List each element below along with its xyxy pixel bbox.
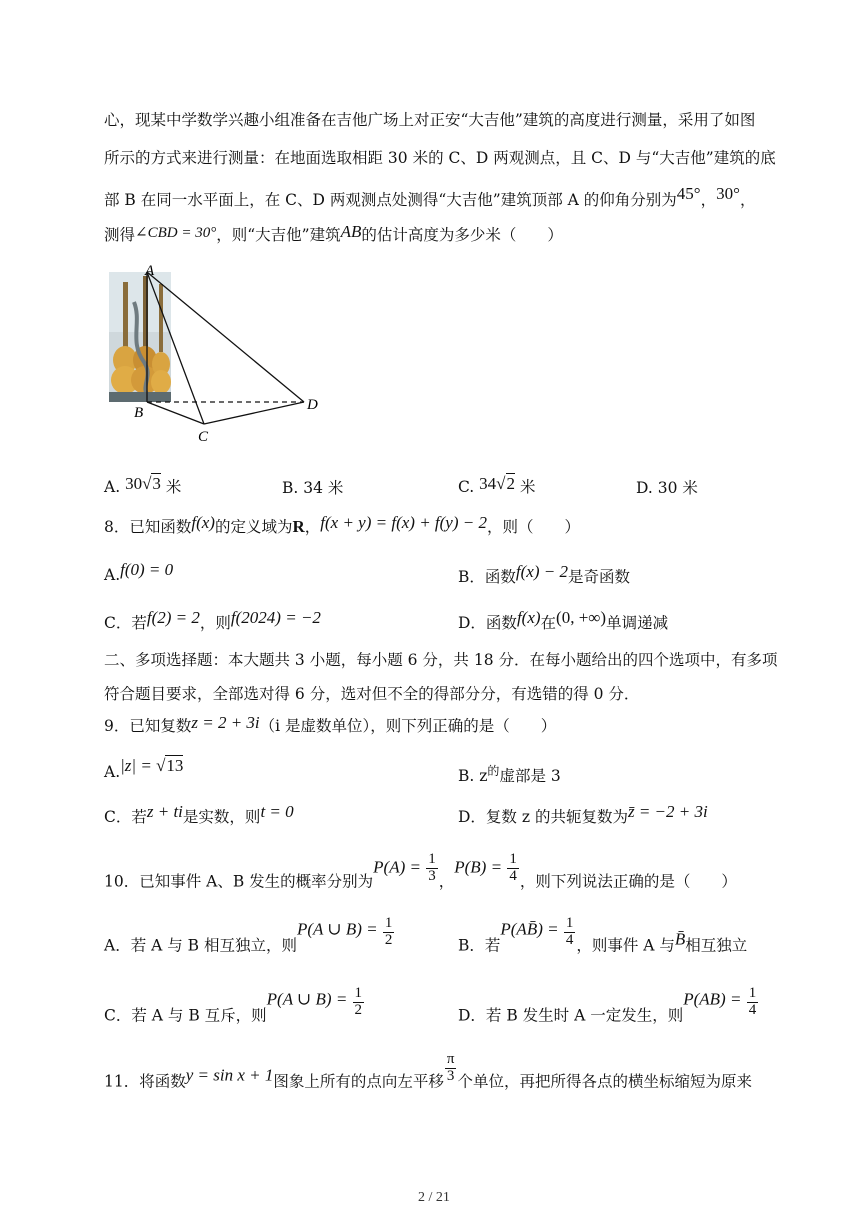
q9-c-expr: z + ti	[146, 802, 183, 821]
angle-45: 45°	[676, 184, 701, 203]
q8-option-d	[458, 608, 668, 633]
q10-a-num: 1	[384, 915, 393, 931]
line-cd	[204, 402, 304, 424]
q9-b-rest: 虚部是 3	[499, 767, 561, 786]
q10-pb-num: 1	[509, 851, 517, 867]
q8-b-suffix: 是奇函数	[567, 568, 630, 586]
q8-real-set: R	[292, 517, 305, 536]
q10-b-frac	[564, 916, 576, 949]
q8-option-b	[458, 562, 630, 587]
intro-text-2: 所示的方式来进行测量：在地面选取相距 30 米的 C、D 两观测点，且 C、D 与“大吉他”建筑的底	[104, 149, 776, 167]
q10-pa-num: 1	[428, 851, 436, 867]
q9-stem	[104, 713, 556, 736]
q7-option-c: C. 34√2 米	[458, 474, 536, 496]
geometry-diagram	[104, 262, 334, 447]
section2-line-1	[104, 648, 778, 670]
q9-option-b	[458, 762, 561, 786]
q10-c-num: 1	[354, 985, 363, 1001]
q8-a-expr: f(0) = 0	[120, 560, 174, 579]
label-d: D	[307, 397, 318, 413]
q7-b-text: B. 34 米	[282, 479, 344, 497]
q10-option-c	[104, 986, 365, 1025]
q10-b-bbar: B̄	[674, 929, 686, 949]
q8-stem-c: ，	[304, 518, 321, 536]
q7-option-b	[282, 476, 343, 498]
q10-pb-den: 4	[509, 867, 517, 884]
q9-option-d	[458, 802, 708, 827]
intro-line-3	[104, 184, 755, 210]
q11-frac-num: π	[446, 1051, 455, 1067]
q9-b-prefix: B. z	[458, 767, 488, 786]
q8-d-interval: (0, +∞)	[556, 608, 607, 627]
q7-option-a: A. 30√3 米	[104, 474, 182, 496]
page-number: 2 / 21	[418, 1190, 450, 1205]
q10-stem	[104, 852, 737, 891]
q9-stem-a: 9．已知复数	[104, 717, 192, 735]
q10-d-frac	[747, 986, 759, 1019]
q9-z-expr: z = 2 + 3i	[191, 713, 260, 732]
photo-base	[109, 392, 171, 402]
q10-pb: P(B) =	[454, 857, 507, 877]
q10-pa: P(A) =	[373, 857, 426, 877]
q9-d-prefix: D．复数 z 的共轭复数为	[458, 808, 628, 826]
q10-d-text: D．若 B 发生时 A 一定发生，则	[458, 1006, 684, 1025]
q8-b-expr: f(x) − 2	[515, 562, 568, 581]
intro-text-1: 心，现某中学数学兴趣小组准备在吉他广场上对正安“大吉他”建筑的高度进行测量，采用了如图	[104, 111, 756, 129]
label-a: A	[145, 263, 155, 279]
q7-c-unit: 米	[519, 478, 536, 496]
section2-text-1: 二、多项选择题：本大题共 3 小题，每小题 6 分，共 18 分．在每小题给出的四个选项中，有多项	[104, 651, 778, 669]
q9-option-c	[104, 802, 294, 827]
q10-a-frac	[383, 916, 395, 949]
q8-c-prefix: C．若	[104, 614, 147, 632]
q7-d-text: D. 30 米	[636, 479, 698, 497]
q8-b-prefix: B．函数	[458, 568, 516, 586]
q10-c-frac	[353, 986, 365, 1019]
q10-pa-frac	[426, 852, 438, 885]
guitar-neck-3	[159, 284, 163, 352]
q11-stem-c: 个单位，再把所得各点的横坐标缩短为原来	[457, 1072, 752, 1091]
q9-a-expr: |z| =	[120, 756, 157, 775]
q7-a-prefix: A.	[104, 478, 121, 496]
intro-line-1	[104, 108, 755, 130]
segment-ab: AB	[340, 222, 362, 241]
section2-text-2: 符合题目要求，全部选对得 6 分，选对但不全的得部分分，有选错的得 0 分．	[104, 685, 640, 703]
q10-option-a	[104, 916, 395, 955]
q9-c-prefix: C．若	[104, 808, 147, 826]
q8-d-suffix: 单调递减	[606, 614, 669, 632]
q8-stem-d: ，则（ ）	[487, 518, 581, 536]
q8-fx: f(x)	[191, 513, 215, 532]
intro-text-4b: ，则“大吉他”建筑	[216, 226, 341, 244]
intro-text-4c: 的估计高度为多少米（ ）	[361, 226, 563, 244]
q11-stem-a: 11．将函数	[104, 1072, 186, 1091]
q8-functional-equation: f(x + y) = f(x) + f(y) − 2	[320, 513, 487, 532]
q8-option-a	[104, 560, 173, 584]
q8-c-expr1: f(2) = 2	[146, 608, 200, 627]
q10-a-text: A．若 A 与 B 相互独立，则	[104, 936, 297, 955]
intro-text-4a: 测得	[104, 226, 136, 244]
label-c: C	[198, 429, 209, 445]
guitar-body-3b	[151, 370, 171, 394]
q9-stem-b: （i 是虚数单位），则下列正确的是（ ）	[259, 717, 557, 735]
q10-stem-b: ，则下列说法正确的是（ ）	[519, 872, 737, 891]
q10-pa-den: 3	[428, 867, 436, 884]
q10-b-den: 4	[565, 931, 574, 948]
q7-c-radicand: 2	[506, 474, 516, 493]
intro-line-2	[104, 146, 776, 168]
q10-c-text: C．若 A 与 B 互斥，则	[104, 1006, 267, 1025]
q11-function-expr: y = sin x + 1	[185, 1065, 274, 1085]
q9-b-sup: 的	[487, 764, 500, 778]
q10-d-den: 4	[748, 1001, 757, 1018]
guitar-figure	[104, 262, 334, 451]
q9-a-prefix: A.	[104, 763, 121, 781]
q7-c-prefix: C.	[458, 478, 475, 496]
q10-c-expr: P(A ∪ B) =	[266, 989, 352, 1009]
q10-stem-a: 10．已知事件 A、B 发生的概率分别为	[104, 872, 374, 891]
guitar-neck-1	[123, 282, 128, 352]
q8-d-mid: 在	[540, 614, 557, 632]
q10-b-expr: P(AB̄) =	[500, 919, 563, 939]
q11-frac-den: 3	[446, 1067, 455, 1084]
q10-pb-frac	[507, 852, 519, 885]
q8-d-expr1: f(x)	[516, 608, 541, 627]
q10-option-b	[458, 916, 747, 955]
intro-line-4	[104, 222, 563, 245]
q8-stem-b: 的定义域为	[214, 518, 293, 536]
section2-line-2	[104, 682, 639, 704]
q8-option-c	[104, 608, 321, 633]
q7-c-coef: 34	[479, 474, 497, 493]
intro-text-3: 部 B 在同一水平面上，在 C、D 两观测点处测得“大吉他”建筑顶部 A 的仰角分别为	[104, 191, 677, 209]
q7-a-unit: 米	[165, 478, 182, 496]
q7-option-d	[636, 476, 698, 498]
q10-b-prefix: B．若	[458, 936, 501, 955]
intro-sep: ，	[700, 191, 717, 209]
q11-stem	[104, 1052, 752, 1091]
q10-d-num: 1	[748, 985, 757, 1001]
q9-a-radicand: 13	[166, 756, 184, 775]
q10-b-num: 1	[565, 915, 574, 931]
angle-30: 30°	[716, 184, 740, 203]
intro-end: ，	[739, 191, 756, 209]
line-bc	[147, 402, 204, 424]
q8-c-expr2: f(2024) = −2	[230, 608, 321, 627]
q10-b-end: 相互独立	[685, 936, 748, 955]
q9-c-expr2: t = 0	[260, 802, 294, 821]
q8-d-prefix: D．函数	[458, 614, 517, 632]
q8-stem-a: 8．已知函数	[104, 518, 192, 536]
q9-d-expr: z̄ = −2 + 3i	[627, 802, 708, 821]
q9-c-mid: 是实数，则	[182, 808, 261, 826]
label-b: B	[134, 405, 144, 421]
q7-a-coef: 30	[125, 474, 143, 493]
q10-option-d	[458, 986, 759, 1025]
q8-a-prefix: A.	[104, 566, 121, 584]
q8-c-mid: ，则	[199, 614, 231, 632]
q11-frac	[445, 1052, 457, 1085]
q10-d-expr: P(AB) =	[683, 989, 746, 1009]
q11-stem-b: 图象上所有的点向左平移	[273, 1072, 444, 1091]
q7-a-radicand: 3	[152, 474, 161, 493]
angle-cbd-expr: ∠CBD = 30°	[135, 225, 217, 241]
q8-stem	[104, 513, 580, 537]
q10-c-den: 2	[354, 1001, 363, 1018]
q10-sep: ，	[438, 872, 455, 891]
q10-b-suffix: ，则事件 A 与	[576, 936, 675, 955]
q10-a-den: 2	[384, 931, 393, 948]
q10-a-expr: P(A ∪ B) =	[297, 919, 382, 939]
q9-option-a: A.|z| = √13	[104, 756, 184, 781]
